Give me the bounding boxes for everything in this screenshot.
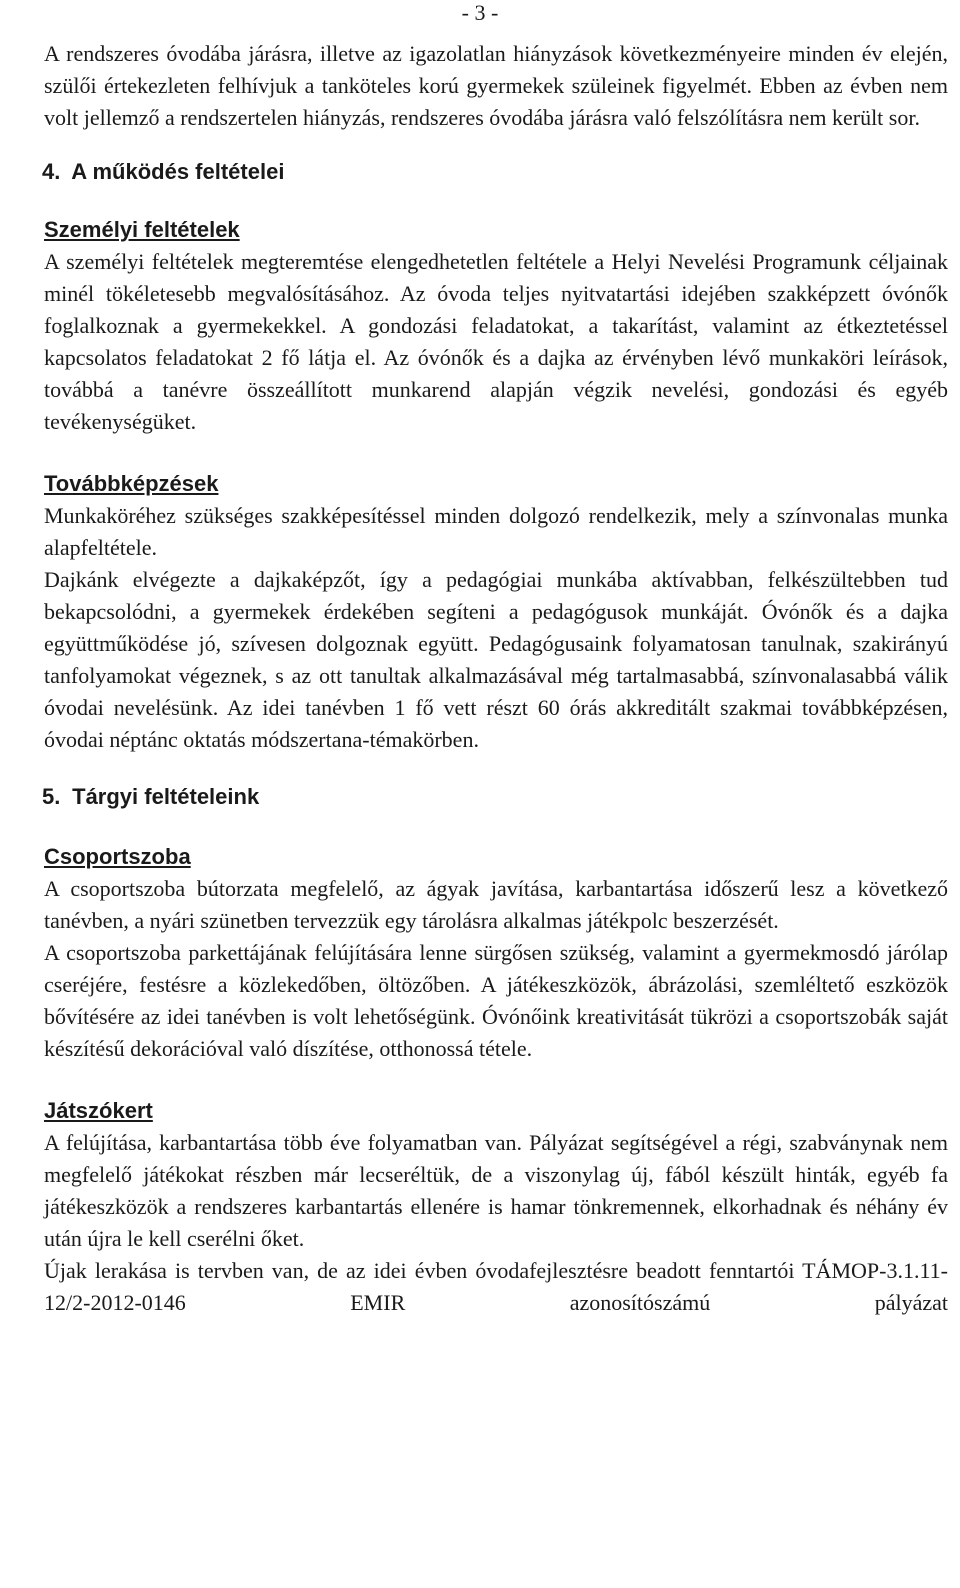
group-room-paragraph-2: A csoportszoba parkettájának felújítására lenne sürgősen szükség, valamint a gyermekmosdó járólap cseréjére, festésre a közlekedőben, öltözőben. A játékeszközök, ábrázolási, szemléltető eszközök bővítésére az idei tanévben is volt lehetőségünk. Óvónőink kreativitását tükrözi a csoportszobák saját készítésű dekorációval való díszítése, otthonossá tétele. [44, 940, 948, 1061]
section-5 [44, 782, 948, 1319]
section-4 [44, 157, 948, 756]
section-5-number: 5. [42, 784, 61, 809]
training-heading: Továbbképzések [44, 471, 219, 496]
playground-heading: Játszókert [44, 1098, 153, 1123]
document-body [44, 38, 948, 1319]
section-5-title-text: Tárgyi feltételeink [72, 784, 260, 809]
section-5-title [44, 782, 948, 812]
training-paragraph-2: Dajkánk elvégezte a dajkaképzőt, így a pedagógiai munkába aktívabban, felkészültebben tud bekapcsolódni, a gyermekek érdekében segíteni a pedagógusok munkáját. Óvónők és a dajka együttműködése jó, szívesen dolgoznak együtt. Pedagógusaink folyamatosan tanulnak, szakirányú tanfolyamokat végeznek, s az ott tanultak alkalmazásával még tartalmasabbá, színvonalasabbá válik óvodai nevelésünk. Az idei tanévben 1 fő vett részt 60 órás akkreditált szakmai továbbképzésen, óvodai néptánc oktatás módszertana-témakörben. [44, 567, 948, 752]
personal-conditions-heading: Személyi feltételek [44, 217, 240, 242]
section-4-title [44, 157, 948, 187]
intro-paragraph: A rendszeres óvodába járásra, illetve az igazolatlan hiányzások következményeire minden év elején, szülői értekezleten felhívjuk a tanköteles korú gyermekek szüleinek figyelmét. Ebben az évben nem volt jellemző a rendszertelen hiányzás, rendszeres óvodába járásra való felszólításra nem került sor. [44, 41, 948, 130]
personal-conditions-paragraph: A személyi feltételek megteremtése elengedhetetlen feltétele a Helyi Nevelési Programunk céljainak minél tökéletesebb megvalósításához. Az óvoda teljes nyitvatartási idejében szakképzett óvónők foglalkoznak a gyermekekkel. A gondozási feladatokat, a takarítást, valamint az étkeztetéssel kapcsolatos feladatokat 2 fő látja el. Az óvónők és a dajka az érvényben lévő munkaköri leírások, továbbá a tanévre összeállított munkarend alapján végzik nevelési, gondozási és egyéb tevékenységüket. [44, 249, 948, 434]
group-room-heading: Csoportszoba [44, 844, 191, 869]
section-4-number: 4. [42, 159, 61, 184]
training-paragraph-1: Munkaköréhez szükséges szakképesítéssel minden dolgozó rendelkezik, mely a színvonalas munka alapfeltétele. [44, 503, 948, 560]
playground-paragraph-2: Újak lerakása is tervben van, de az idei évben óvodafejlesztésre beadott fenntartói TÁMOP-3.1.11-12/2-2012-0146 EMIR azonosítószámú pályázat [44, 1258, 948, 1315]
page-number: - 3 - [461, 0, 499, 25]
section-4-title-text: A működés feltételei [71, 159, 285, 184]
playground-paragraph-1: A felújítása, karbantartása több éve folyamatban van. Pályázat segítségével a régi, szabványnak nem megfelelő játékokat részben már lecseréltük, de a viszonylag új, fából készült hinták, egyéb fa játékeszközök a rendszeres karbantartás ellenére is hamar tönkremennek, elkorhadnak és néhány év után újra le kell cserélni őket. [44, 1130, 948, 1251]
group-room-paragraph-1: A csoportszoba bútorzata megfelelő, az ágyak javítása, karbantartása időszerű lesz a következő tanévben, a nyári szünetben tervezzük egy tárolásra alkalmas játékpolc beszerzését. [44, 876, 948, 933]
